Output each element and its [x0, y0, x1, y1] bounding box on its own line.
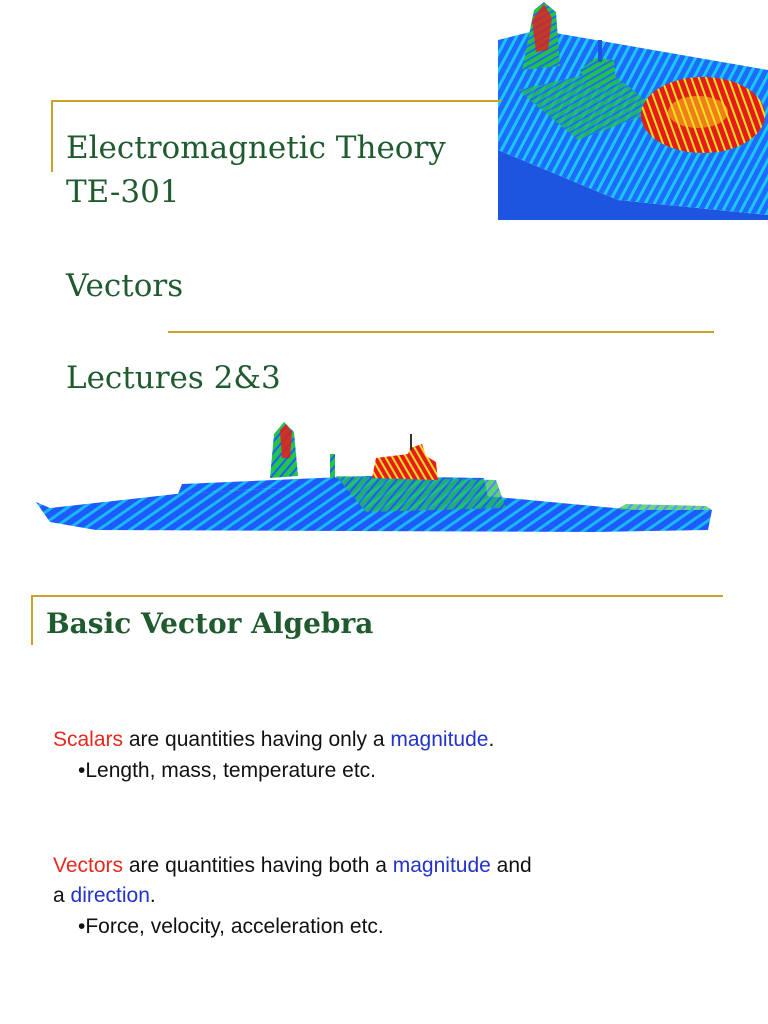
title-accent-horizontal	[51, 100, 501, 102]
vectors-highlight-magnitude: magnitude	[392, 854, 491, 877]
vectors-definition-line1	[53, 851, 532, 881]
topic-divider	[168, 331, 714, 333]
content-slide	[0, 580, 768, 1024]
vectors-text-mid: and	[490, 854, 532, 877]
vectors-text-before: are quantities having both a	[123, 854, 393, 877]
heading-accent-vertical	[31, 595, 33, 645]
vectors-text-after: .	[149, 884, 156, 907]
ship-field-render-side	[36, 418, 716, 540]
scalars-text-after: .	[488, 728, 495, 751]
topic-title: Vectors	[66, 268, 184, 304]
title-accent-vertical	[51, 100, 53, 172]
scalars-highlight: magnitude	[390, 728, 489, 751]
vectors-highlight-direction: direction	[70, 884, 150, 907]
course-code: TE-301	[66, 174, 180, 210]
scalars-definition	[53, 725, 494, 755]
scalars-term: Scalars	[53, 728, 124, 751]
vectors-definition-line2	[53, 881, 156, 911]
heading-accent-horizontal	[31, 595, 723, 597]
course-title: Electromagnetic Theory	[66, 130, 446, 166]
scalars-examples: •Length, mass, temperature etc.	[78, 759, 376, 782]
slide-heading: Basic Vector Algebra	[46, 607, 374, 640]
ship-field-render-top	[498, 0, 768, 220]
vectors-term: Vectors	[53, 854, 124, 877]
vectors-examples: •Force, velocity, acceleration etc.	[78, 915, 384, 938]
scalars-text-before: are quantities having only a	[123, 728, 391, 751]
lecture-numbers: Lectures 2&3	[66, 360, 281, 396]
vectors-line2-prefix: a	[53, 884, 71, 907]
